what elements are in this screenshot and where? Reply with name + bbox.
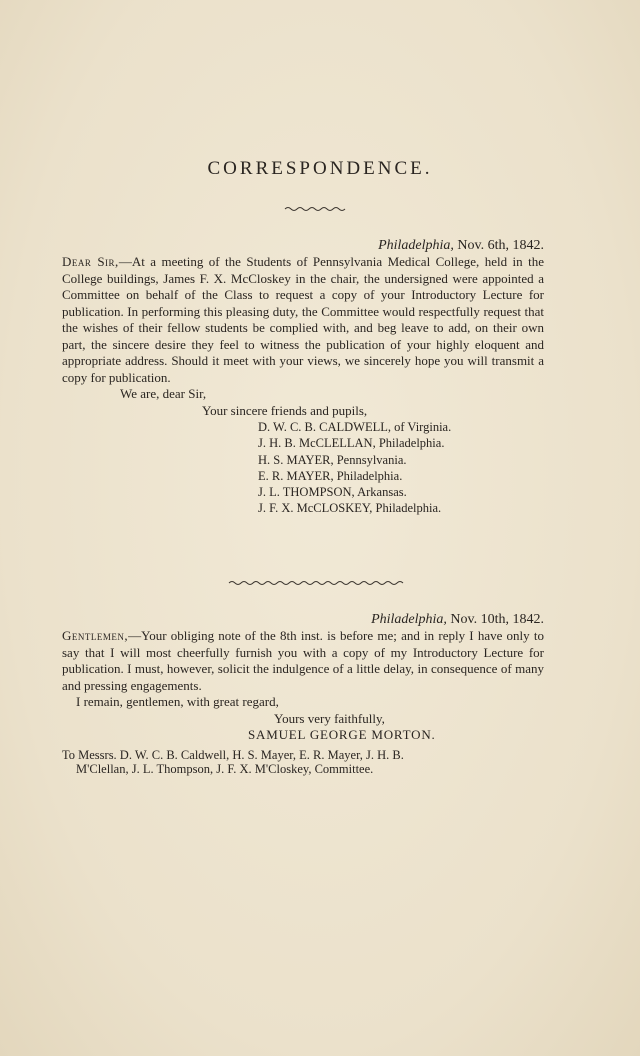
closing-line: We are, dear Sir,	[120, 386, 207, 401]
dateline-place: Philadelphia,	[371, 612, 447, 627]
page-heading: CORRESPONDENCE.	[207, 158, 433, 179]
signature: SAMUEL GEORGE MORTON.	[248, 727, 436, 742]
dateline-place: Philadelphia,	[378, 238, 454, 253]
signer-name: D. W. C. B. CALDWELL, of Virginia.	[258, 420, 452, 434]
address-line: To Messrs. D. W. C. B. Caldwell, H. S. Mayer, E. R. Mayer, J. H. B.	[62, 747, 404, 762]
closing-line: Your sincere friends and pupils,	[202, 402, 368, 418]
dateline-date: Nov. 10th, 1842.	[450, 612, 544, 627]
salutation: Gentlemen,	[62, 628, 129, 643]
signer-name: E. R. MAYER, Philadelphia.	[258, 468, 403, 483]
letter-body	[62, 254, 544, 386]
body-text: —At a meeting of the Students of Pennsylvania Medical College, held in the College buildings, James F. X. McCloskey in the chair, the undersigned were appointed a Committee on behalf of the Class to request a copy of your Introductory Lecture for publication. In performing this pleasing duty, the Committee would respectfully request that the wishes of their fellow students be complied with, and beg leave to add, on their own part, the sincere desire they feel to witness the publication of your highly eloquent and appropriate address. Should it meet with your views, we sincerely hope you will transmit a copy for publication.	[62, 254, 544, 385]
signers-list	[62, 419, 544, 517]
letter-body	[62, 628, 544, 694]
closing-line: I remain, gentlemen, with great regard,	[76, 694, 279, 709]
salutation: Dear Sir,	[62, 254, 119, 269]
signer-name: J. H. B. McCLELLAN, Philadelphia.	[258, 436, 445, 451]
body-text: —Your obliging note of the 8th inst. is before me; and in reply I have only to say that I will most cheerfully furnish you with a copy of my Introductory Lecture for publication. I must, however, solicit the indulgence of a little delay, in consequence of many and pressing engagements.	[62, 628, 544, 693]
signer-name: J. L. THOMPSON, Arkansas.	[258, 485, 407, 500]
letter-morton	[62, 611, 544, 776]
ornament-divider-middle	[228, 579, 408, 587]
dateline	[62, 611, 544, 628]
ornament-divider-top	[284, 205, 348, 213]
closing-line: Yours very faithfully,	[274, 710, 385, 726]
dateline-date: Nov. 6th, 1842.	[457, 238, 544, 253]
signer-name: J. F. X. McCLOSKEY, Philadelphia.	[258, 501, 442, 516]
letter-students	[62, 237, 544, 517]
address-block	[62, 748, 544, 776]
address-line: M'Clellan, J. L. Thompson, J. F. X. M'Closkey, Committee.	[76, 761, 374, 776]
dateline	[62, 237, 544, 254]
signer-name: H. S. MAYER, Pennsylvania.	[258, 452, 407, 467]
